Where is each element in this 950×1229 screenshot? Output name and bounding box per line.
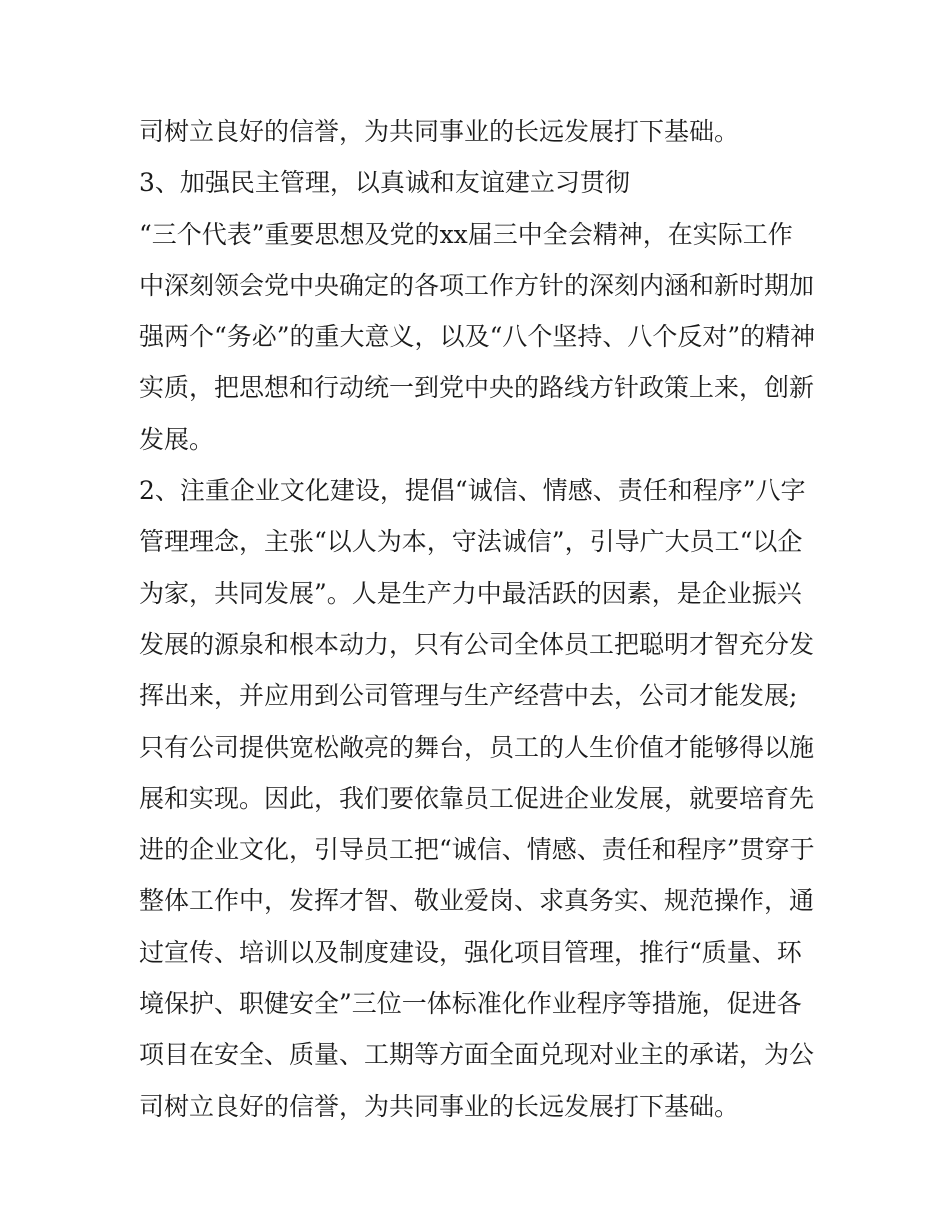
- text-line: 展和实现。因此，我们要依靠员工促进企业发展，就要培育先: [139, 783, 815, 813]
- text-line: “三个代表”重要思想及党的xx届三中全会精神，在实际工作: [139, 219, 793, 249]
- text-line: 挥出来，并应用到公司管理与生产经营中去，公司才能发展;: [139, 681, 798, 711]
- text-line: 中深刻领会党中央确定的各项工作方针的深刻内涵和新时期加: [139, 270, 815, 300]
- text-line: 只有公司提供宽松敞亮的舞台，员工的人生价值才能够得以施: [139, 732, 815, 762]
- text-line: 管理理念，主张“以人为本，守法诚信”，引导广大员工“以企: [139, 527, 803, 557]
- text-line: 强两个“务必”的重大意义，以及“八个坚持、八个反对”的精神: [139, 322, 816, 352]
- text-line: 项目在安全、质量、工期等方面全面兑现对业主的承诺，为公: [139, 1040, 815, 1070]
- text-line: 2、注重企业文化建设，提倡“诚信、情感、责任和程序”八字: [139, 476, 806, 506]
- text-line: 整体工作中，发挥才智、敬业爱岗、求真务实、规范操作，通: [139, 886, 815, 916]
- text-line: 实质，把思想和行动统一到党中央的路线方针政策上来，创新: [139, 373, 815, 403]
- text-line: 境保护、职健安全”三位一体标准化作业程序等措施，促进各: [139, 989, 802, 1019]
- text-line: 司树立良好的信誉，为共同事业的长远发展打下基础。: [139, 117, 740, 146]
- text-line: 为家，共同发展”。人是生产力中最活跃的因素，是企业振兴: [139, 578, 802, 608]
- text-line: 发展。: [139, 424, 215, 454]
- text-line: 过宣传、培训以及制度建设，强化项目管理，推行“质量、环: [139, 937, 802, 967]
- text-line: 3、加强民主管理，以真诚和友谊建立习贯彻: [139, 168, 630, 198]
- text-line: 进的企业文化，引导员工把“诚信、情感、责任和程序”贯穿于: [139, 835, 815, 865]
- document-body: [139, 106, 819, 1132]
- text-line: 发展的源泉和根本动力，只有公司全体员工把聪明才智充分发: [139, 629, 815, 659]
- text-line: 司树立良好的信誉，为共同事业的长远发展打下基础。: [139, 1091, 740, 1121]
